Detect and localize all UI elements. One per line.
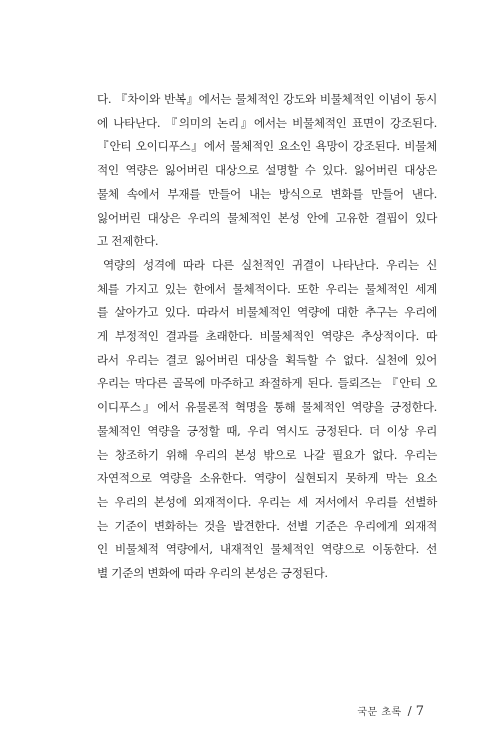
text-line: 이디푸스』에서 유물론적 혁명을 통해 물체적인 역량을 긍정한다. [97, 400, 437, 415]
text-line: 라서 우리는 결코 잃어버린 대상을 획득할 수 없다. 실천에 있어 [97, 352, 437, 367]
text-line: 는 창조하기 위해 우리의 본성 밖으로 나갈 필요가 없다. 우리는 [97, 447, 437, 462]
text-line: 물체 속에서 부재를 만들어 내는 방식으로 변화를 만들어 낸다. [97, 186, 437, 201]
text-line: 고 전제한다. [97, 234, 159, 249]
text-line: 『안티 오이디푸스』에서 물체적인 요소인 욕망이 강조된다. 비물체 [97, 139, 437, 154]
text-line: 우리는 막다른 골목에 마주하고 좌절하게 된다. 들뢰즈는 『안티 오 [97, 376, 437, 391]
page-footer [357, 703, 424, 719]
footer-separator: / [407, 704, 412, 718]
text-line: 적인 역량은 잃어버린 대상으로 설명할 수 있다. 잃어버린 대상은 [97, 163, 437, 178]
paragraph [97, 88, 437, 254]
text-line: 별 기준의 변화에 따라 우리의 본성은 긍정된다. [97, 566, 328, 581]
text-line: 를 살아가고 있다. 따라서 비물체적인 역량에 대한 추구는 우리에 [97, 305, 437, 320]
paragraph [97, 254, 437, 586]
text-line: 역량의 성격에 따라 다른 실천적인 귀결이 나타난다. 우리는 신 [103, 257, 437, 272]
text-line: 게 부정적인 결과를 초래한다. 비물체적인 역량은 추상적이다. 따 [97, 329, 437, 344]
text-line: 자연적으로 역량을 소유한다. 역량이 실현되지 못하게 막는 요소 [97, 471, 437, 486]
text-line: 에 나타난다. 『의미의 논리』에서는 비물체적인 표면이 강조된다. [97, 115, 437, 130]
text-line: 체를 가지고 있는 한에서 물체적이다. 또한 우리는 물체적인 세계 [97, 281, 437, 296]
text-line: 다. 『차이와 반복』에서는 물체적인 강도와 비물체적인 이념이 동시 [97, 92, 437, 106]
text-line: 는 우리의 본성에 외재적이다. 우리는 세 저서에서 우리를 선별하 [97, 494, 437, 509]
footer-section-label: 국문 초록 [357, 707, 402, 718]
body-text [97, 88, 437, 586]
text-line: 잃어버린 대상은 우리의 물체적인 본성 안에 고유한 결핍이 있다 [97, 210, 437, 225]
page-number: 7 [415, 704, 424, 719]
text-line: 는 기준이 변화하는 것을 발견한다. 선별 기준은 우리에게 외재적 [97, 518, 437, 533]
text-line: 물체적인 역량을 긍정할 때, 우리 역시도 긍정된다. 더 이상 우리 [97, 423, 437, 438]
text-line: 인 비물체적 역량에서, 내재적인 물체적인 역량으로 이동한다. 선 [97, 542, 437, 557]
